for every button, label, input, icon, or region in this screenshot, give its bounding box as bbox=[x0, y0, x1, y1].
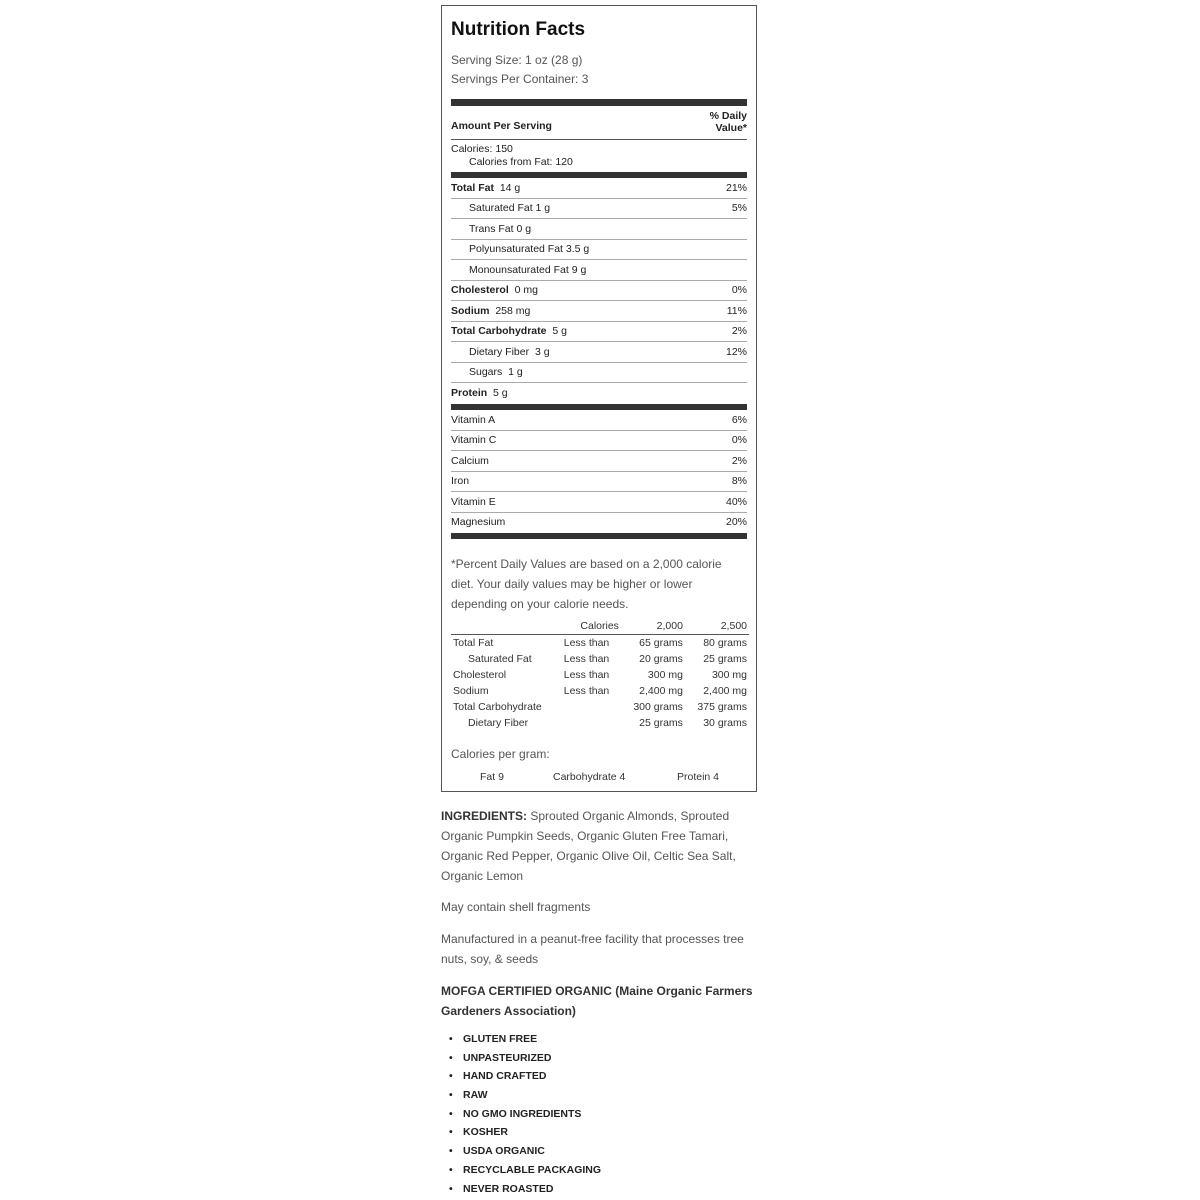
dv-table-cell: 300 grams bbox=[633, 701, 683, 713]
vitamin-name: Iron bbox=[451, 475, 470, 488]
calories-per-gram-carbohydrate: Carbohydrate 4 bbox=[553, 771, 626, 783]
daily-value-header bbox=[710, 110, 747, 134]
nutrient-name: Sugars bbox=[469, 366, 503, 379]
ingredients-label: INGREDIENTS: bbox=[441, 809, 528, 823]
daily-value-table bbox=[451, 618, 749, 731]
nutrient-label bbox=[451, 182, 520, 194]
nutrition-facts-panel bbox=[441, 5, 757, 792]
dv-table-row bbox=[451, 699, 749, 715]
dv-table-cell: 2,400 mg bbox=[639, 685, 683, 697]
nutrient-row bbox=[451, 322, 747, 343]
nutrient-row bbox=[451, 301, 747, 322]
vitamin-list bbox=[451, 410, 747, 532]
claim-item: • RECYCLABLE PACKAGING bbox=[441, 1161, 601, 1180]
dv-table-cell: 65 grams bbox=[621, 635, 685, 652]
nutrient-label bbox=[451, 387, 508, 399]
nutrient-amount: 0 mg bbox=[514, 284, 538, 297]
claim-item: • KOSHER bbox=[441, 1123, 601, 1142]
vitamin-name: Vitamin E bbox=[451, 495, 496, 508]
claim-item: • UNPASTEURIZED bbox=[441, 1049, 601, 1068]
nutrient-amount: 5 g bbox=[493, 386, 508, 399]
calories-from-fat: Calories from Fat: 120 bbox=[469, 156, 573, 168]
dv-table-row bbox=[451, 715, 749, 731]
nutrient-label bbox=[451, 223, 531, 235]
nutrient-amount: 1 g bbox=[508, 366, 523, 379]
nutrient-daily-value: 12% bbox=[725, 345, 747, 358]
vitamin-row bbox=[451, 431, 747, 452]
vitamin-daily-value: 6% bbox=[731, 413, 747, 426]
dv-table-cell: Dietary Fiber bbox=[468, 717, 529, 729]
ingredients-text: Sprouted Organic Almonds, Sprouted Organic Pumpkin Seeds, Organic Gluten Free Tamari, Organic Red Pepper, Organic Olive Oil, Celtic Sea Salt, Organic Lemon bbox=[441, 809, 736, 883]
panel-title: Nutrition Facts bbox=[451, 19, 586, 40]
allergen-note: May contain shell fragments bbox=[441, 900, 591, 914]
dv-table-row bbox=[451, 635, 749, 652]
nutrient-row bbox=[451, 363, 747, 384]
dv-table-cell: 20 grams bbox=[639, 653, 683, 665]
nutrient-name: Polyunsaturated Fat 3.5 g bbox=[469, 243, 590, 256]
dv-table-cell: Less than bbox=[563, 685, 610, 697]
nutrient-name: Dietary Fiber bbox=[469, 345, 530, 358]
dv-table-cell: 25 grams bbox=[703, 653, 747, 665]
divider bbox=[451, 139, 747, 140]
dv-table-row bbox=[451, 651, 749, 667]
vitamin-daily-value: 20% bbox=[725, 516, 747, 529]
dv-table-cell: Less than bbox=[563, 653, 610, 665]
claim-item: • GLUTEN FREE bbox=[441, 1030, 601, 1049]
nutrient-row bbox=[451, 260, 747, 281]
dv-table-cell: Total Carbohydrate bbox=[453, 701, 542, 713]
nutrient-name: Cholesterol bbox=[451, 284, 509, 297]
nutrient-name: Monounsaturated Fat 9 g bbox=[469, 263, 587, 276]
vitamin-row bbox=[451, 410, 747, 431]
nutrient-daily-value: 0% bbox=[731, 284, 747, 297]
nutrient-label bbox=[451, 325, 567, 337]
ingredients bbox=[441, 806, 771, 886]
dv-table-cell: Less than bbox=[562, 635, 621, 652]
claim-item: • NO GMO INGREDIENTS bbox=[441, 1105, 601, 1124]
vitamin-name: Calcium bbox=[451, 454, 489, 467]
daily-value-table-header bbox=[451, 618, 749, 635]
vitamin-row bbox=[451, 513, 747, 533]
nutrient-row bbox=[451, 219, 747, 240]
nutrient-row bbox=[451, 281, 747, 302]
dv-table-header-cell: 2,000 bbox=[656, 620, 683, 632]
nutrient-amount: 3 g bbox=[534, 345, 550, 358]
nutrient-row bbox=[451, 383, 747, 403]
dv-table-cell: 375 grams bbox=[697, 701, 747, 713]
dv-table-cell: Less than bbox=[563, 669, 610, 681]
nutrient-label bbox=[451, 346, 550, 358]
facility-note: Manufactured in a peanut-free facility that processes tree nuts, soy, & seeds bbox=[441, 932, 744, 966]
dv-table-header-cell bbox=[451, 618, 562, 635]
calories: Calories: 150 bbox=[451, 143, 513, 155]
calories-per-gram bbox=[451, 771, 747, 785]
calories-per-gram-protein: Protein 4 bbox=[677, 771, 720, 783]
nutrient-daily-value: 2% bbox=[731, 325, 747, 338]
nutrient-name: Total Fat bbox=[451, 181, 494, 194]
dv-table-header-cell: 2,500 bbox=[720, 620, 747, 632]
dv-table-cell bbox=[562, 699, 621, 715]
dv-table-cell: Saturated Fat bbox=[468, 653, 532, 665]
certification: MOFGA CERTIFIED ORGANIC (Maine Organic Farmers Gardeners Association) bbox=[441, 984, 753, 1018]
nutrient-name: Sodium bbox=[451, 304, 490, 317]
nutrient-name: Saturated Fat 1 g bbox=[469, 202, 551, 215]
dv-table-cell: 2,400 mg bbox=[703, 685, 747, 697]
dv-table-cell: Total Fat bbox=[451, 635, 562, 652]
vitamin-name: Magnesium bbox=[451, 516, 506, 529]
nutrient-label bbox=[451, 305, 530, 317]
vitamin-daily-value: 2% bbox=[731, 454, 747, 467]
dv-table-cell: Cholesterol bbox=[453, 669, 507, 681]
daily-value-header-text: % Daily Value* bbox=[709, 110, 747, 134]
vitamin-daily-value: 0% bbox=[731, 434, 747, 447]
claim-item: • HAND CRAFTED bbox=[441, 1067, 601, 1086]
calories-per-gram-fat: Fat 9 bbox=[480, 771, 504, 783]
amount-header bbox=[451, 110, 747, 138]
nutrient-daily-value: 5% bbox=[731, 202, 747, 215]
nutrient-amount: 14 g bbox=[499, 181, 521, 194]
dv-table-cell: 25 grams bbox=[639, 717, 683, 729]
vitamin-daily-value: 40% bbox=[725, 495, 747, 508]
nutrient-name: Trans Fat 0 g bbox=[469, 222, 532, 235]
nutrient-label bbox=[451, 264, 586, 276]
claim-item: • RAW bbox=[441, 1086, 601, 1105]
nutrient-row bbox=[451, 199, 747, 220]
nutrient-daily-value: 11% bbox=[726, 304, 747, 317]
nutrient-amount: 258 mg bbox=[495, 304, 531, 317]
dv-table-cell: 300 mg bbox=[647, 669, 683, 681]
nutrient-row bbox=[451, 342, 747, 363]
vitamin-daily-value: 8% bbox=[731, 475, 747, 488]
nutrient-name: Total Carbohydrate bbox=[451, 325, 547, 338]
nutrient-label bbox=[451, 243, 589, 255]
product-claims-list bbox=[441, 1030, 601, 1198]
nutrient-row bbox=[451, 178, 747, 199]
vitamin-row bbox=[451, 472, 747, 493]
nutrient-label bbox=[451, 202, 550, 214]
calories-per-gram-label: Calories per gram: bbox=[451, 747, 550, 761]
nutrient-name: Protein bbox=[451, 386, 488, 399]
nutrient-row bbox=[451, 240, 747, 261]
claim-item: • NEVER ROASTED bbox=[441, 1180, 601, 1199]
vitamin-name: Vitamin A bbox=[451, 413, 496, 426]
dv-table-cell: 300 mg bbox=[711, 669, 747, 681]
dv-table-row bbox=[451, 683, 749, 699]
nutrient-daily-value: 21% bbox=[725, 181, 747, 194]
divider-thick bbox=[451, 99, 747, 106]
daily-value-footnote: *Percent Daily Values are based on a 2,000 calorie diet. Your daily values may be higher or lower depending on your calorie needs. bbox=[451, 557, 722, 611]
servings-per-container: Servings Per Container: 3 bbox=[451, 72, 589, 86]
nutrient-label bbox=[451, 366, 523, 378]
divider-medium bbox=[451, 533, 747, 539]
nutrient-list bbox=[451, 178, 747, 403]
serving-size: Serving Size: 1 oz (28 g) bbox=[451, 53, 583, 67]
dv-table-row bbox=[451, 667, 749, 683]
nutrient-amount: 5 g bbox=[552, 325, 567, 338]
nutrient-label bbox=[451, 284, 538, 296]
dv-table-cell bbox=[562, 715, 621, 731]
dv-table-cell: 30 grams bbox=[703, 717, 747, 729]
dv-table-cell: Sodium bbox=[453, 685, 489, 697]
dv-table-cell: 80 grams bbox=[685, 635, 749, 652]
amount-per-serving-label: Amount Per Serving bbox=[451, 120, 552, 132]
vitamin-row bbox=[451, 492, 747, 513]
dv-table-header-cell: Calories bbox=[580, 620, 619, 632]
vitamin-row bbox=[451, 451, 747, 472]
vitamin-name: Vitamin C bbox=[451, 434, 497, 447]
claim-item: • USDA ORGANIC bbox=[441, 1142, 601, 1161]
